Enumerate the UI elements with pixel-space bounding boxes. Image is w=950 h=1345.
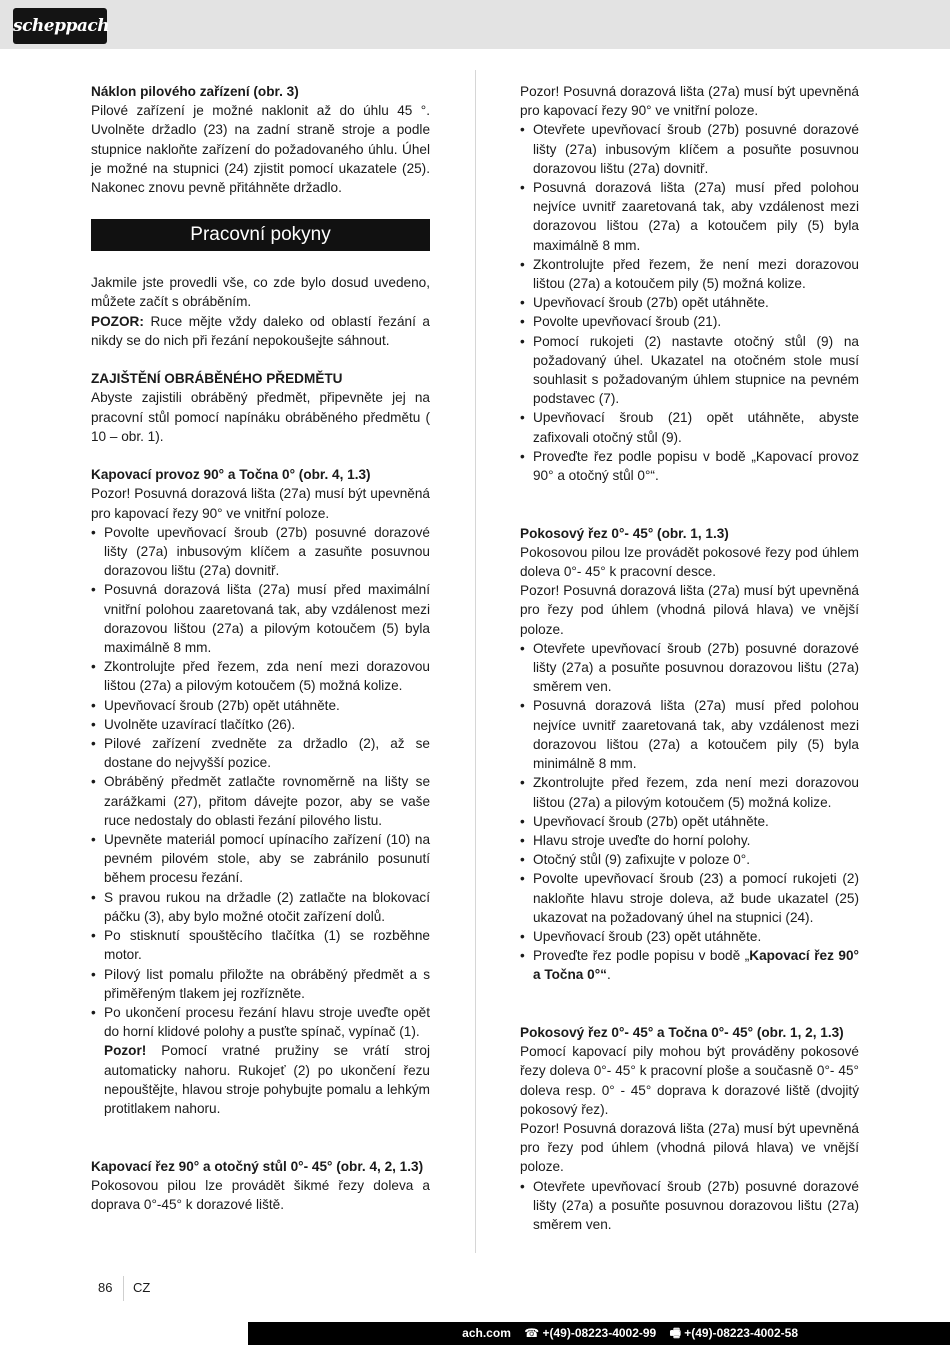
list-rotary xyxy=(520,120,859,485)
paragraph-double-miter-1: Pomocí kapovací pily mohou být prováděny pokosové řezy doleva 0°- 45° k pracovní ploše a současně 0°- 45° doleva resp. 0° - 45° doprava k dorazové liště (dvojitý pokosový řez). xyxy=(520,1044,859,1117)
warning-label: POZOR: xyxy=(91,313,144,329)
list-item: • Uvolněte uzavírací tlačítko (26). xyxy=(91,715,430,734)
scheppach-logo: scheppach xyxy=(13,8,107,44)
list-item: • Zkontrolujte před řezem, že není mezi dorazovou lištou (27a) a kotoučem pily (5) možná kolize. xyxy=(520,255,859,293)
list-item: • Povolte upevňovací šroub (23) a pomocí rukojeti (2) nakloňte hlavu stroje doleva, až bude ukazatel (25) ukazovat na požadovaný úhel na stupnici (24). xyxy=(520,869,859,927)
header-bar xyxy=(0,0,950,49)
list-item: • Po ukončení procesu řezání hlavu stroje uveďte opět do horní klidové polohy a pusťte spínač, vypínač (1). xyxy=(91,1003,430,1041)
warning-text: Ruce mějte vždy daleko od oblastí řezání a nikdy se do nich při řezání nepokoušejte sáhnout. xyxy=(91,313,430,348)
list-item: • Povolte upevňovací šroub (21). xyxy=(520,312,859,331)
list-item: • Upevňovací šroub (21) opět utáhněte, abyste zafixovali otočný stůl (9). xyxy=(520,408,859,446)
list-miter xyxy=(520,639,859,985)
phone-number: ☎ +(49)-08223-4002-99 xyxy=(524,1326,657,1340)
list-item: • Upevněte materiál pomocí upínacího zařízení (10) na pevném pilovém stole, aby se zabránilo posunutí během procesu řezání. xyxy=(91,830,430,888)
paragraph-start: Jakmile jste provedli vše, co zde bylo dosud uvedeno, můžete začít s obráběním. xyxy=(91,275,430,310)
right-column xyxy=(520,82,859,1234)
item-text: Proveďte řez podle popisu v bodě „ xyxy=(533,948,750,964)
paragraph-double-miter-2: Pozor! Posuvná dorazová lišta (27a) musí být upevněná pro řezy pod úhlem (vhodná pilová hlava) ve vnější poloze. xyxy=(520,1120,859,1175)
item-text-end: . xyxy=(606,967,611,983)
paragraph-rotary-caution: Pozor! Posuvná dorazová lišta (27a) musí být upevněná pro kapovací řezy 90° ve vnitřní poloze. xyxy=(520,84,859,119)
section-title-tilt: Náklon pilového zařízení (obr. 3) xyxy=(91,84,299,99)
list-item: • Zkontrolujte před řezem, zda není mezi dorazovou lištou (27a) a pilovým kotoučem (5) možná kolize. xyxy=(520,773,859,811)
paragraph-cross-cut-rotary: Pokosovou pilou lze provádět šikmé řezy doleva a doprava 0°-45° k dorazové liště. xyxy=(91,1177,430,1212)
list-item: • Posuvná dorazová lišta (27a) musí před polohou nejvíce uvnitř zaaretovaná tak, aby vzdálenost mezi dorazovou lištou (27a) a kotoučem pily (5) byla minimálně 8 mm. xyxy=(520,696,859,773)
list-item: • Pilové zařízení zvedněte za držadlo (2), až se dostane do nejvyšší pozice. xyxy=(91,734,430,772)
list-item: • Hlavu stroje uveďte do horní polohy. xyxy=(520,831,859,850)
list-item xyxy=(520,946,859,984)
section-title-cross-cut-rotary: Kapovací řez 90° a otočný stůl 0°- 45° (obr. 4, 2, 1.3) xyxy=(91,1158,424,1174)
paragraph-miter-2: Pozor! Posuvná dorazová lišta (27a) musí být upevněná pro řezy pod úhlem (vhodná pilová hlava) ve vnější poloze. xyxy=(520,583,859,637)
list-item: • S pravou rukou na držadle (2) zatlačte na blokovací páčku (3), aby bylo možné otočit zařízení dolů. xyxy=(91,888,430,926)
section-title-miter: Pokosový řez 0°- 45° (obr. 1, 1.3) xyxy=(520,525,729,541)
list-item: • Pilový list pomalu přiložte na obráběný předmět a s přiměřeným tlakem jej rozřízněte. xyxy=(91,965,430,1003)
list-item: • Povolte upevňovací šroub (27b) posuvné dorazové lišty (27a) inbusovým klíčem a zasuňte posuvnou dorazovou lištu (27a) dovnitř. xyxy=(91,523,430,581)
page-number: 86 xyxy=(98,1280,113,1295)
item-bold-ref: Kapovací řez 90° a Točna 0°“ xyxy=(533,948,859,983)
list-item: • Upevňovací šroub (27b) opět utáhněte. xyxy=(520,812,859,831)
paragraph-securing: Abyste zajistili obráběný předmět, připevněte jej na pracovní stůl pomocí napínáku obráběného předmětu ( 10 – obr. 1). xyxy=(91,390,430,444)
section-title-double-miter: Pokosový řez 0°- 45° a Točna 0°- 45° (obr. 1, 2, 1.3) xyxy=(520,1024,844,1040)
list-cross-cut xyxy=(91,523,430,1041)
column-divider xyxy=(475,70,476,1253)
paragraph-cross-cut: Pozor! Posuvná dorazová lišta (27a) musí být upevněná pro kapovací řezy 90° ve vnitřní poloze. xyxy=(91,486,430,521)
list-item: • Obráběný předmět zatlačte rovnoměrně na lišty se zarážkami (27), přitom dávejte pozor, aby se vaše ruce nedostaly do oblasti řezání pilového listu. xyxy=(91,772,430,830)
list-item: • Upevňovací šroub (27b) opět utáhněte. xyxy=(520,293,859,312)
list-item: • Otevřete upevňovací šroub (27b) posuvné dorazové lišty (27a) a posuňte posuvnou dorazovou lištu (27a) směrem ven. xyxy=(520,639,859,697)
section-title-cross-cut: Kapovací provoz 90° a Točna 0° (obr. 4, 1.3) xyxy=(91,467,371,483)
left-column xyxy=(91,82,430,1214)
list-item: • Upevňovací šroub (23) opět utáhněte. xyxy=(520,927,859,946)
list-item: • Otočný stůl (9) zafixujte v poloze 0°. xyxy=(520,850,859,869)
website-link[interactable]: ach.com xyxy=(462,1326,511,1340)
paragraph-miter-1: Pokosovou pilou lze provádět pokosové řezy pod úhlem doleva 0°- 45° k pracovní desce. xyxy=(520,544,859,580)
list-item: • Proveďte řez podle popisu v bodě „Kapovací provoz 90° a otočný stůl 0°“. xyxy=(520,447,859,485)
fax-number: 🖷 +(49)-08223-4002-58 xyxy=(669,1326,798,1340)
footer-separator xyxy=(123,1276,124,1301)
paragraph-caution xyxy=(91,1041,430,1118)
footer-bar-white-segment xyxy=(0,1322,154,1345)
paragraph-warning xyxy=(91,312,430,350)
list-item: • Posuvná dorazová lišta (27a) musí před maximální vnitřní polohou zaaretovaná tak, aby vzdálenost mezi dorazovou lištou (27a) a pilovým kotoučem (5) byla maximálně 8 mm. xyxy=(91,580,430,657)
list-item: • Otevřete upevňovací šroub (27b) posuvné dorazové lišty (27a) inbusovým klíčem a posuňte posuvnou dorazovou lištu (27a) dovnitř. xyxy=(520,120,859,178)
list-item: • Zkontrolujte před řezem, zda není mezi dorazovou lištou (27a) a pilovým kotoučem (5) možná kolize. xyxy=(91,657,430,695)
list-item: • Posuvná dorazová lišta (27a) musí před polohou nejvíce uvnitř zaaretovaná tak, aby vzdálenost mezi dorazovou lištou (27a) a kotoučem pily (5) byla maximálně 8 mm. xyxy=(520,178,859,255)
contact-info xyxy=(452,1325,798,1342)
section-title-securing: ZAJIŠTĚNÍ OBRÁBĚNÉHO PŘEDMĚTU xyxy=(91,371,343,387)
list-double-miter xyxy=(520,1177,859,1235)
footer-bar-gap xyxy=(154,1322,248,1345)
list-item: • Po stisknutí spouštěcího tlačítka (1) se rozběhne motor. xyxy=(91,926,430,964)
list-item: • Otevřete upevňovací šroub (27b) posuvné dorazové lišty (27a) a posuňte posuvnou dorazovou lištu (27a) směrem ven. xyxy=(520,1177,859,1235)
section-banner-work-instructions: Pracovní pokyny xyxy=(91,219,430,251)
paragraph-tilt: Pilové zařízení je možné naklonit až do úhlu 45 °. Uvolněte držadlo (23) na zadní straně stroje a podle stupnice nakloňte zařízení do požadovaného úhlu. Úhel je možné na stupnici (24) zjistit pomocí ukazatele (25). Nakonec znovu pevně přitáhněte držadlo. xyxy=(91,103,430,196)
language-code: CZ xyxy=(133,1280,151,1295)
caution-label: Pozor! xyxy=(104,1043,147,1059)
list-item: • Upevňovací šroub (27b) opět utáhněte. xyxy=(91,696,430,715)
list-item: • Pomocí rukojeti (2) nastavte otočný stůl (9) na požadovaný úhel. Ukazatel na otočném stole musí souhlasit s požadovaným úhlem stupnice na pevném podstavec (7). xyxy=(520,332,859,409)
caution-text: Pomocí vratné pružiny se vrátí stroj automaticky nahoru. Rukojeť (2) po ukončení řezu nepouštějte, hlavou stroje pohybujte pomalu a lehkým protitlakem nahoru. xyxy=(104,1043,430,1116)
